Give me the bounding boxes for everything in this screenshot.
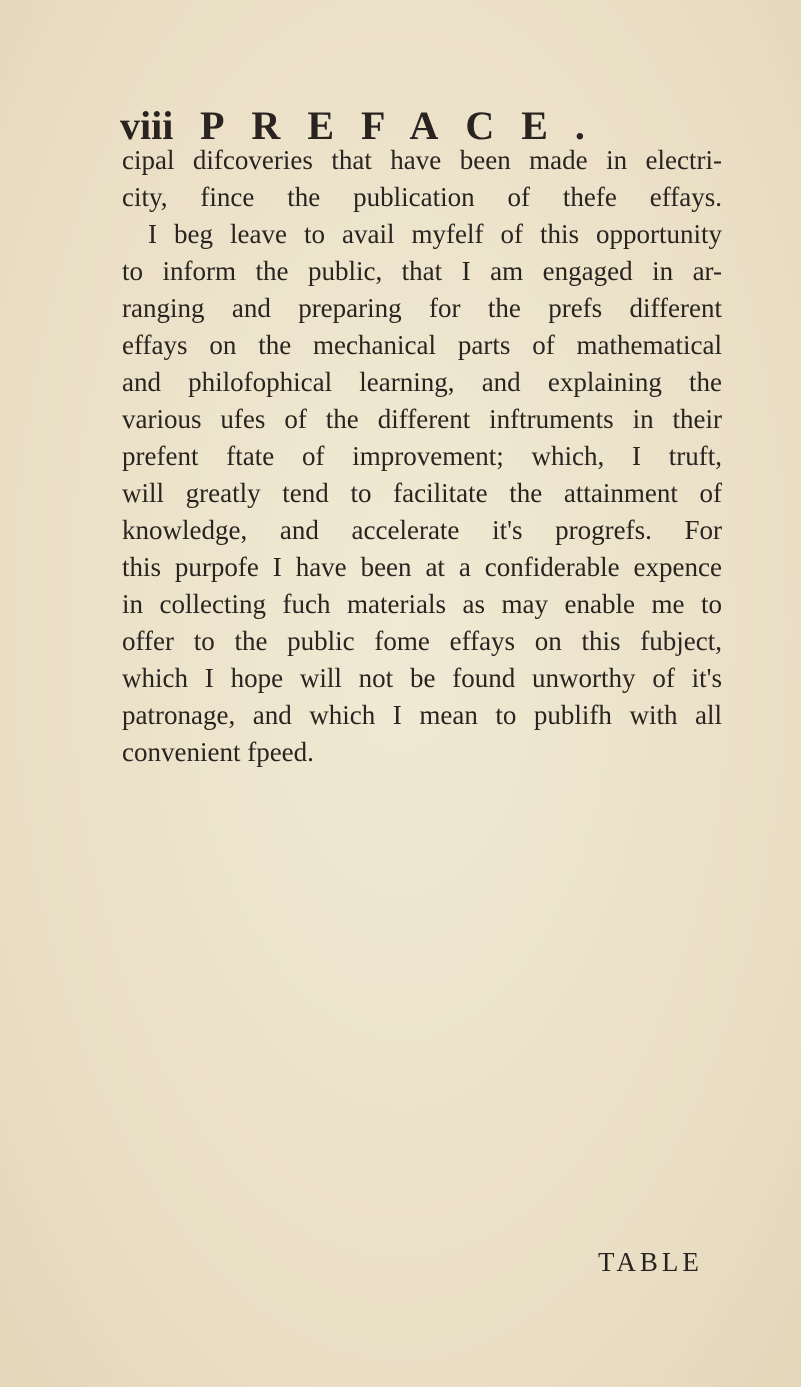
- text-line: ranging and preparing for the prefs different: [122, 293, 722, 323]
- text-line: city, fince the publication of thefe effays.: [122, 182, 722, 212]
- running-head: PREFACE.: [200, 103, 612, 148]
- text-line: various ufes of the different inftruments in their: [122, 404, 722, 434]
- text-line: prefent ftate of improvement; which, I truft,: [122, 441, 722, 471]
- text-line: convenient fpeed.: [122, 737, 314, 767]
- text-line: offer to the public fome effays on this fubject,: [122, 626, 722, 656]
- text-line: patronage, and which I mean to publifh with all: [122, 700, 722, 730]
- text-line: and philofophical learning, and explaining the: [122, 367, 722, 397]
- text-line: to inform the public, that I am engaged in ar-: [122, 256, 722, 286]
- text-line: effays on the mechanical parts of mathematical: [122, 330, 722, 360]
- text-line: this purpofe I have been at a confiderable expence: [122, 552, 722, 582]
- text-line: I beg leave to avail myfelf of this opportunity: [148, 219, 722, 249]
- catchword: TABLE: [598, 1247, 703, 1277]
- text-line: cipal difcoveries that have been made in electri-: [122, 145, 722, 175]
- preface-text: [122, 142, 722, 771]
- text-line: which I hope will not be found unworthy of it's: [122, 663, 722, 693]
- text-line: knowledge, and accelerate it's progrefs. For: [122, 515, 722, 545]
- page-number: viii: [120, 103, 174, 148]
- text-line: in collecting fuch materials as may enable me to: [122, 589, 722, 619]
- text-line: will greatly tend to facilitate the attainment of: [122, 478, 722, 508]
